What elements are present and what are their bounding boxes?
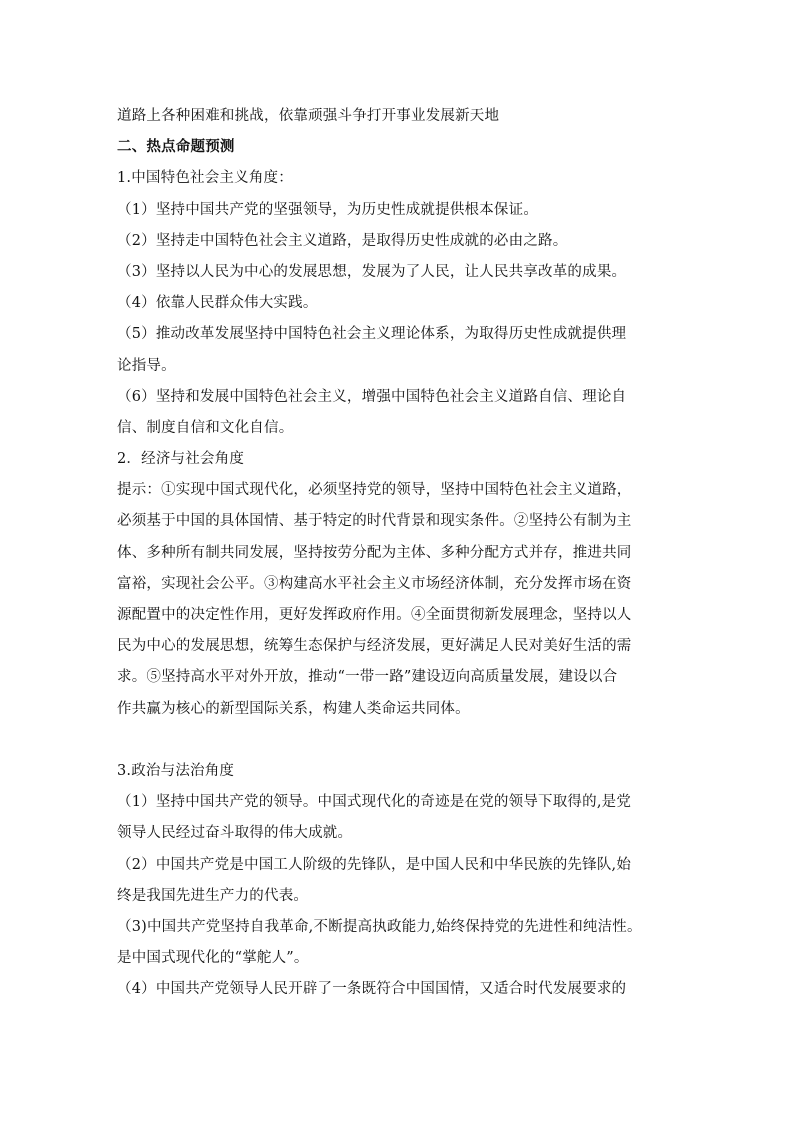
blank-line — [117, 725, 685, 756]
list-item: （3）坚持以人民为中心的发展思想，发展为了人民，让人民共享改革的成果。 — [117, 263, 627, 280]
paragraph-line: 体、多种所有制共同发展，坚持按劳分配为主体、多种分配方式并存，推进共同 — [117, 544, 632, 561]
list-item: （4）中国共产党领导人民开辟了一条既符合中国国情，又适合时代发展要求的 — [117, 981, 627, 998]
list-item-continuation: 终是我国先进生产力的代表。 — [117, 887, 309, 904]
paragraph-line: 求。⑤坚持高水平对外开放，推动“一带一路”建设迈向高质量发展，建设以合 — [117, 669, 618, 686]
subsection-heading: 2．经济与社会角度 — [117, 451, 245, 468]
list-item: （4）依靠人民群众伟大实践。 — [117, 295, 318, 312]
document-body — [117, 101, 685, 1005]
list-item: （3)中国共产党坚持自我革命,不断提高执政能力,始终保持党的先进性和纯洁性。 — [117, 918, 642, 935]
paragraph-line: 作共赢为核心的新型国际关系，构建人类命运共同体。 — [117, 700, 470, 717]
list-item-continuation: 是中国式现代化的“掌舵人”。 — [117, 950, 309, 967]
list-item-continuation: 领导人民经过奋斗取得的伟大成就。 — [117, 825, 353, 842]
list-item: （5）推动改革发展坚持中国特色社会主义理论体系，为取得历史性成就提供理 — [117, 326, 627, 343]
list-item-continuation: 论指导。 — [117, 357, 176, 374]
list-item: （2）中国共产党是中国工人阶级的先锋队，是中国人民和中华民族的先锋队,始 — [117, 856, 632, 873]
list-item: （2）坚持走中国特色社会主义道路，是取得历史性成就的必由之路。 — [117, 232, 568, 249]
paragraph-line: 民为中心的发展思想，统筹生态保护与经济发展，更好满足人民对美好生活的需 — [117, 638, 632, 655]
paragraph-line: 富裕，实现社会公平。③构建高水平社会主义市场经济体制，充分发挥市场在资 — [117, 575, 632, 592]
paragraph-line: 提示：①实现中国式现代化，必须坚持党的领导，坚持中国特色社会主义道路， — [117, 482, 632, 499]
paragraph-line: 道路上各种困难和挑战，依靠顽强斗争打开事业发展新天地 — [117, 108, 500, 124]
paragraph-line: 必须基于中国的具体国情、基于特定的时代背景和现实条件。②坚持公有制为主 — [117, 513, 632, 530]
subsection-heading: 1.中国特色社会主义角度： — [117, 170, 293, 187]
subsection-heading: 3.政治与法治角度 — [117, 762, 235, 779]
list-item-continuation: 信、制度自信和文化自信。 — [117, 419, 294, 436]
list-item: （1）坚持中国共产党的领导。中国式现代化的奇迹是在党的领导下取得的,是党 — [117, 794, 632, 811]
section-heading: 二、热点命题预测 — [117, 139, 235, 156]
list-item: （6）坚持和发展中国特色社会主义，增强中国特色社会主义道路自信、理论自 — [117, 388, 627, 405]
paragraph-line: 源配置中的决定性作用，更好发挥政府作用。④全面贯彻新发展理念，坚持以人 — [117, 607, 632, 623]
list-item: （1）坚持中国共产党的坚强领导，为历史性成就提供根本保证。 — [117, 201, 539, 218]
